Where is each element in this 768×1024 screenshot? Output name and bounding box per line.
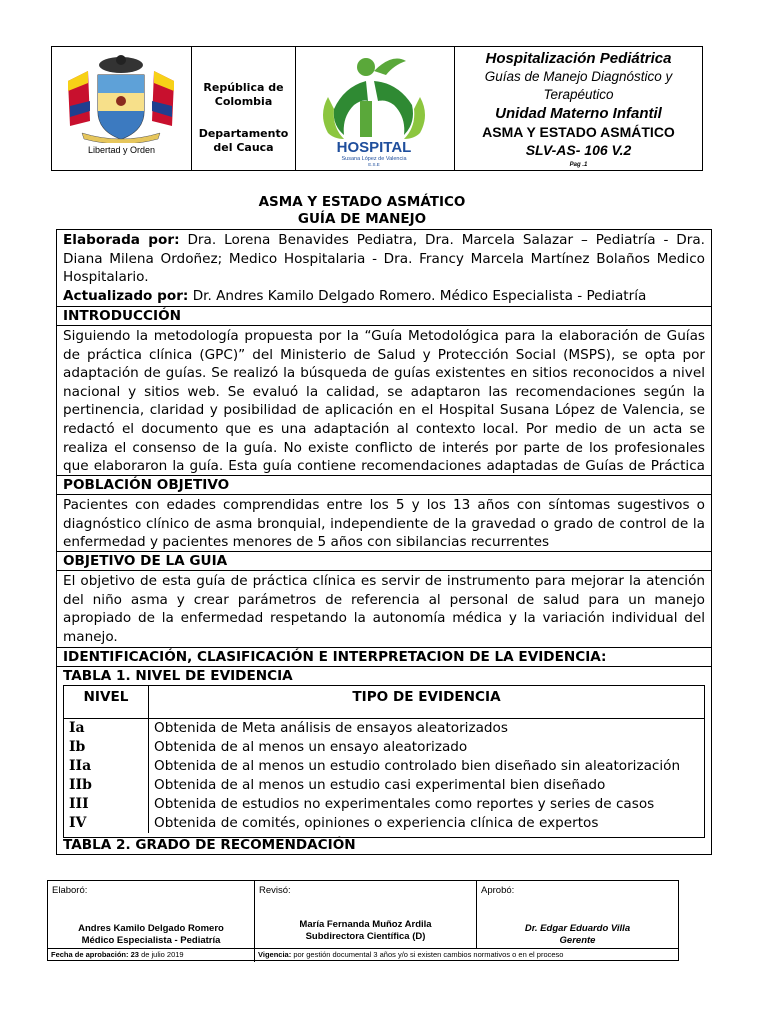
evidence-type-cell: Obtenida de comités, opiniones o experiencia clínica de expertos	[154, 815, 599, 831]
validity-text: por gestión documental 3 años y/o si existen cambios normativos o en el proceso	[293, 950, 564, 959]
unit-name: Unidad Materno Infantil	[495, 105, 662, 122]
elaboro-name: Andres Kamilo Delgado Romero	[78, 923, 224, 934]
reviso-role: Subdirectora Científica (D)	[305, 931, 426, 942]
logo-text: HOSPITAL	[336, 139, 412, 156]
evidence-type-cell: Obtenida de al menos un ensayo aleatorizado	[154, 739, 468, 755]
topic-name: ASMA Y ESTADO ASMÁTICO	[482, 124, 675, 140]
intro-heading: INTRODUCCIÓN	[57, 307, 711, 326]
coat-of-arms-icon	[60, 51, 182, 143]
government-cell	[192, 47, 296, 170]
approval-date	[48, 949, 255, 962]
approval-rest: de julio 2019	[141, 950, 184, 959]
aprobo-name: Dr. Edgar Eduardo Villa	[524, 923, 631, 934]
elaborated-label: Elaborada por:	[63, 232, 180, 248]
hospital-logo-icon	[314, 51, 434, 167]
elaboro-cell	[48, 881, 255, 948]
aprobo-role: Gerente	[559, 935, 596, 946]
table-row	[64, 814, 704, 833]
page-number: Pag .1	[569, 162, 588, 168]
unit-title: Hospitalización Pediátrica	[485, 50, 672, 67]
table1-title: TABLA 1. NIVEL DE EVIDENCIA	[63, 668, 293, 684]
reviso-name: María Fernanda Muñoz Ardila	[299, 919, 432, 930]
evidence-level-cell: IIb	[64, 776, 149, 795]
table-row	[64, 757, 704, 776]
coat-of-arms-cell	[52, 47, 192, 170]
evidence-level-table	[63, 685, 705, 838]
evidence-level-cell: IV	[64, 814, 149, 833]
approval-day: 23	[130, 950, 139, 959]
objective-heading: OBJETIVO DE LA GUIA	[57, 552, 711, 571]
reviso-cell	[255, 881, 477, 948]
validity-label: Vigencia:	[258, 950, 292, 959]
document-code: SLV-AS- 106 V.2	[525, 142, 632, 158]
table-header-row	[64, 686, 704, 719]
evidence-type-cell: Obtenida de estudios no experimentales como reportes y series de casos	[154, 796, 655, 812]
updated-text: Dr. Andres Kamilo Delgado Romero. Médico Especialista - Pediatría	[192, 287, 647, 304]
table-row	[64, 719, 704, 738]
evidence-type-cell: Obtenida de al menos un estudio casi experimental bien diseñado	[154, 777, 606, 793]
evidence-level-cell: III	[64, 795, 149, 814]
intro-text: Siguiendo la metodología propuesta por la “Guía Metodológica para la elaboración de Guías de práctica clínica (GPC)” del Ministerio de Salud y Protección Social (MSPS), se opta por adaptación de guías. Se realizó la búsqueda de guías existentes en sitios reconocidos a nivel nacional y sitios web. Se evaluó la calidad, se adaptaron las recomendaciones según la pertinencia, claridad y posibilidad de aplicación en el Hospital Susana López de Valencia, se redactó el documento que es una adaptación al contexto local. Por medio de un acta se realiza el consenso de la guía. No existe conflicto de interés por parte de los profesionales que elaboraron la guía. Esta guía contiene recomendaciones adaptadas de Guías de Práctica	[57, 326, 711, 476]
country-name: República de Colombia	[203, 81, 284, 108]
table-row	[64, 795, 704, 814]
objective-text: El objetivo de esta guía de práctica clínica es servir de instrumento para mejorar la atención del niño asma y crear parámetros de referencia al personal de salud para un manejo apropiado de la enfermedad respetando la autonomía médica y la variación individual del manejo.	[57, 571, 711, 648]
aprobo-cell	[477, 881, 678, 948]
department-name: Departamento del Cauca	[198, 127, 289, 154]
approval-footer	[47, 880, 679, 961]
hospital-logo-cell	[296, 47, 455, 170]
motto-text: Libertad y Orden	[87, 145, 156, 155]
document-header	[51, 46, 703, 171]
col-level-header: NIVEL	[64, 686, 149, 718]
updated-label: Actualizado por:	[63, 287, 189, 304]
evidence-level-cell: IIa	[64, 757, 149, 776]
evidence-level-cell: Ib	[64, 738, 149, 757]
validity	[255, 949, 678, 962]
table2-title: TABLA 2. GRADO DE RECOMENDACIÓN	[63, 837, 356, 853]
document-title: ASMA Y ESTADO ASMÁTICO	[258, 194, 466, 210]
elaboro-label: Elaboró:	[52, 885, 88, 896]
logo-ese: E.S.E	[368, 162, 380, 167]
document-subtitle: GUÍA DE MANEJO	[297, 211, 427, 227]
approval-label: Fecha de aprobación:	[51, 950, 129, 959]
guide-info-cell	[455, 47, 702, 170]
evidence-level-cell: Ia	[64, 719, 149, 738]
evidence-type-cell: Obtenida de al menos un estudio controlado bien diseñado sin aleatorización	[154, 758, 681, 774]
table-row	[64, 738, 704, 757]
reviso-label: Revisó:	[259, 885, 291, 896]
aprobo-label: Aprobó:	[481, 885, 515, 896]
guide-type: Guías de Manejo Diagnóstico y Terapéutico	[484, 69, 673, 102]
guide-content	[56, 229, 712, 855]
elaborated-text: Dra. Lorena Benavides Pediatra, Dra. Marcela Salazar – Pediatría - Dra. Diana Milena Ordoñez; Medico Hospitalaria - Dra. Francy Marcela Martínez Bolaños Medico Hospitalario.	[63, 232, 705, 286]
evidence-type-cell: Obtenida de Meta análisis de ensayos aleatorizados	[154, 720, 508, 736]
table-row	[64, 776, 704, 795]
authors-section	[57, 230, 711, 307]
elaboro-role: Médico Especialista - Pediatría	[81, 935, 221, 946]
population-heading: POBLACIÓN OBJETIVO	[57, 476, 711, 495]
col-type-header: TIPO DE EVIDENCIA	[352, 689, 501, 705]
evidence-heading: IDENTIFICACIÓN, CLASIFICACIÓN E INTERPRETACION DE LA EVIDENCIA:	[57, 648, 711, 667]
logo-subtext: Susana López de Valencia	[341, 156, 407, 162]
population-text: Pacientes con edades comprendidas entre los 5 y los 13 años con síntomas sugestivos o diagnóstico clínico de asma bronquial, independiente de la gravedad o grado de control de la enfermedad y pacientes menores de 5 años con sibilancias recurrentes	[57, 495, 711, 552]
